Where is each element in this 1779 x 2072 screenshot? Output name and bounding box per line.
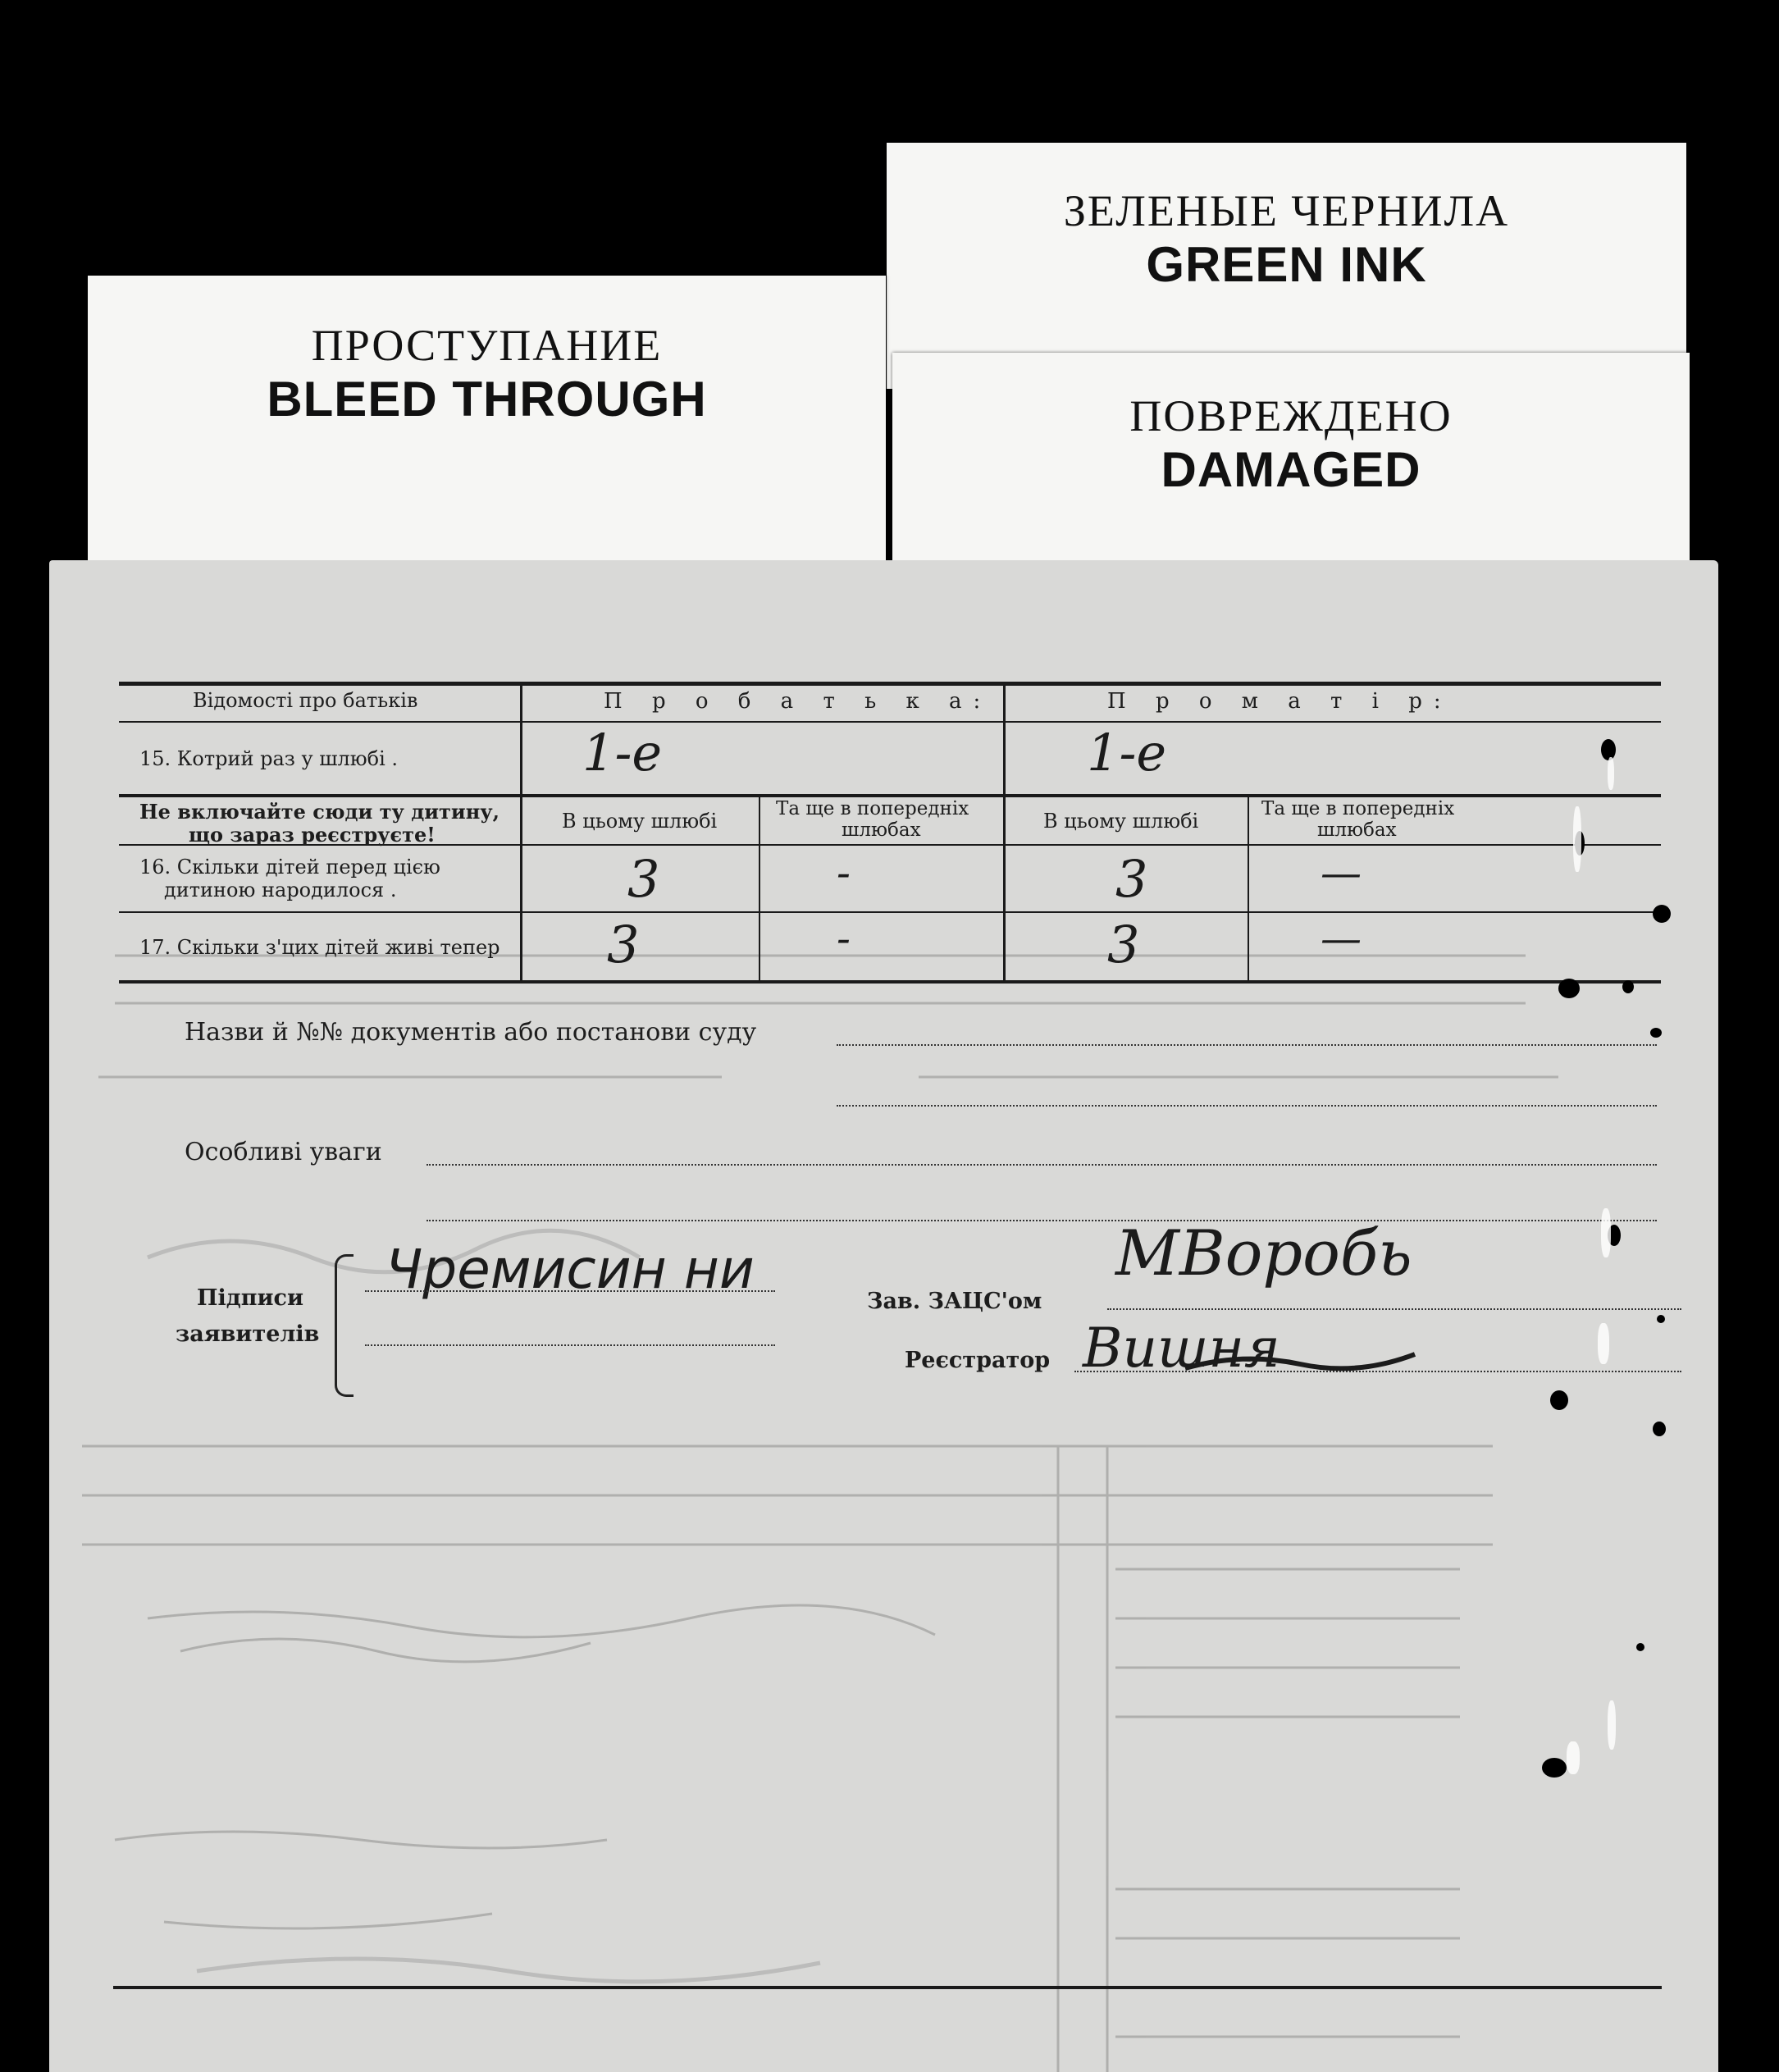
document-sheet — [49, 560, 1718, 2072]
table-rule — [119, 794, 1661, 797]
registrar-signature: Вишня — [1083, 1317, 1280, 1380]
applicants-label-line1: Підписи — [197, 1285, 304, 1311]
applicant-line-2 — [365, 1344, 775, 1346]
registrar-flourish — [1181, 1348, 1427, 1381]
paper-crack — [1573, 806, 1581, 872]
table-rule — [119, 721, 1661, 723]
table-top-rule — [119, 682, 1661, 686]
row15-mother-value: 1-е — [1087, 723, 1167, 783]
punch-hole — [1542, 1758, 1567, 1778]
row16-mother-current: 3 — [1115, 849, 1148, 909]
punch-hole — [1653, 905, 1671, 923]
father-current-marriage-header: В цьому шлюбі — [562, 810, 718, 833]
mother-previous-marriages-header-2: шлюбах — [1317, 819, 1397, 841]
card-en-label: BLEED THROUGH — [267, 372, 707, 427]
row16-father-previous: - — [837, 849, 851, 897]
paper-crack — [1608, 757, 1614, 790]
table-vrule — [520, 683, 522, 982]
row15-label: 15. Котрий раз у шлюбі . — [139, 747, 399, 770]
row15-father-value: 1-е — [582, 723, 663, 783]
paper-crack — [1567, 1741, 1580, 1774]
row16-label-line2: дитиною народилося . — [164, 879, 397, 901]
card-en-label: GREEN INK — [1146, 237, 1427, 292]
mother-current-marriage-header: В цьому шлюбі — [1043, 810, 1199, 833]
remarks-label: Особливі уваги — [185, 1138, 382, 1166]
row17-father-current: 3 — [607, 915, 640, 974]
documents-line — [837, 1044, 1657, 1046]
paper-crack — [1598, 1323, 1609, 1364]
table-bottom-rule — [119, 980, 1661, 984]
green-ink-card — [887, 143, 1686, 389]
row16-label-line1: 16. Скільки дітей перед цією — [139, 856, 440, 879]
table-vrule — [1003, 683, 1006, 982]
row17-mother-previous: — — [1321, 915, 1362, 962]
note-line2: що зараз реєструєте! — [189, 823, 436, 847]
bleed-through-texture — [49, 560, 1718, 2072]
bleed-through-card — [88, 276, 886, 587]
row17-father-previous: - — [837, 915, 851, 962]
card-ru-label: ЗЕЛЕНЫЕ ЧЕРНИЛА — [1063, 186, 1510, 235]
bottom-rule — [113, 1986, 1662, 1989]
row16-father-current: 3 — [627, 849, 660, 909]
punch-hole — [1653, 1422, 1666, 1436]
row17-mother-current: 3 — [1107, 915, 1140, 974]
father-previous-marriages-header-2: шлюбах — [842, 819, 921, 841]
remarks-line-2 — [427, 1220, 1657, 1221]
table-vrule — [1248, 796, 1249, 982]
father-header: П р о б а т ь к а: — [604, 689, 992, 714]
documents-label: Назви й №№ документів або постанови суду — [185, 1018, 757, 1047]
mother-previous-marriages-header: Та ще в попередніх — [1261, 798, 1455, 819]
applicant-line — [365, 1290, 775, 1292]
signature-brace — [335, 1254, 354, 1397]
parents-info-header: Відомості про батьків — [193, 689, 418, 712]
punch-hole — [1622, 980, 1634, 993]
mother-header: П р о м а т і р: — [1107, 689, 1453, 714]
punch-hole — [1650, 1028, 1662, 1038]
punch-hole — [1636, 1643, 1644, 1651]
remarks-line — [427, 1164, 1657, 1166]
father-previous-marriages-header: Та ще в попередніх — [776, 798, 969, 819]
head-zags-signature: МВоробь — [1115, 1216, 1412, 1289]
documents-line-2 — [837, 1105, 1657, 1107]
paper-crack — [1608, 1700, 1616, 1750]
row17-label: 17. Скільки з'цих дітей живі тепер — [139, 936, 500, 959]
applicant-signature: Чремисин ни — [385, 1238, 755, 1301]
paper-crack — [1601, 1208, 1611, 1257]
punch-hole — [1550, 1390, 1568, 1410]
card-en-label: DAMAGED — [1161, 442, 1421, 497]
card-ru-label: ПРОСТУПАНИЕ — [311, 321, 663, 370]
head-zags-label: Зав. ЗАЦС'ом — [867, 1289, 1042, 1314]
row16-mother-previous: — — [1321, 849, 1362, 897]
table-vrule — [759, 796, 760, 982]
head-zags-line — [1107, 1308, 1681, 1310]
registrar-label: Реєстратор — [905, 1348, 1051, 1373]
punch-hole — [1657, 1315, 1665, 1323]
punch-hole — [1601, 739, 1616, 760]
table-rule — [119, 911, 1661, 913]
applicants-label-line2: заявителів — [176, 1321, 320, 1347]
card-ru-label: ПОВРЕЖДЕНО — [1129, 391, 1453, 440]
note-line1: Не включайте сюди ту дитину, — [139, 800, 499, 824]
punch-hole — [1558, 979, 1580, 998]
